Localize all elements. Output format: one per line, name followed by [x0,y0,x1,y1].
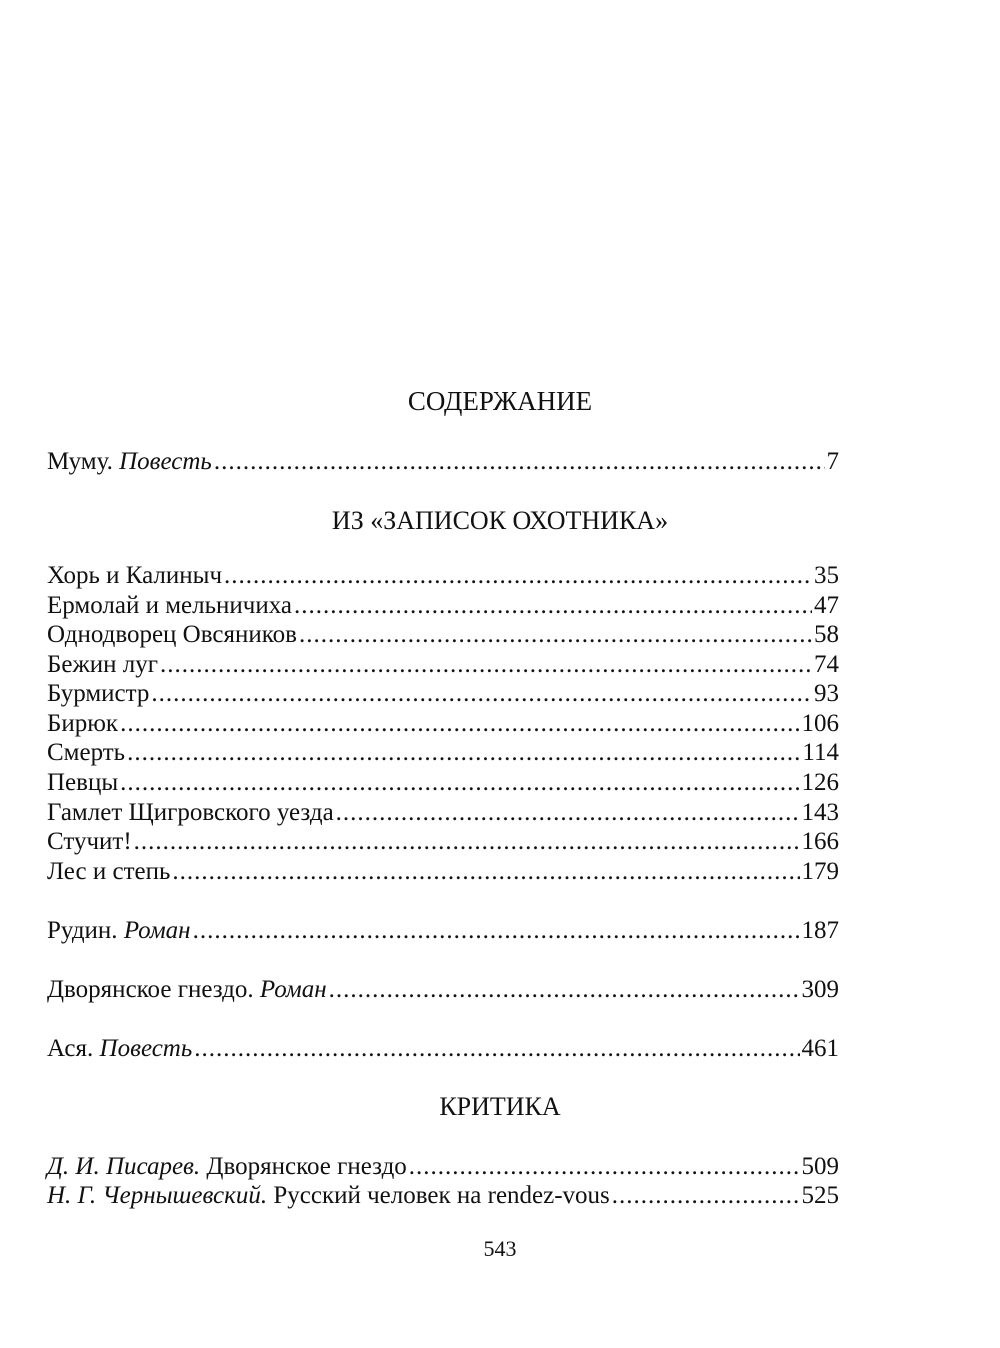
toc-entry [47,650,839,680]
toc-entry-page: 187 [801,917,839,944]
page-number: 543 [483,1236,517,1261]
toc-entry-author: Н. Г. Чернышевский. [47,1182,268,1209]
dot-leader [329,975,800,1005]
toc-entry-chernyshevsky [47,1181,839,1211]
dot-leader [120,768,799,798]
toc-entry [47,827,839,857]
section-heading-criticism: КРИТИКА [439,1092,561,1121]
dot-leader [299,620,812,650]
toc-entry [47,768,839,798]
toc-entry-title: Бирюк [47,710,119,737]
toc-entry-page: 93 [814,680,839,707]
toc-entry-title: Д. И. Писарев. Дворянское гнездо [47,1153,407,1180]
dot-leader [214,447,825,477]
toc-entry-genre: Роман [123,917,191,944]
toc-entry-genre: Повесть [99,1035,193,1062]
dot-leader [193,916,800,946]
dot-leader [612,1181,800,1211]
toc-entry-nest [47,975,839,1005]
toc-entry-page: 126 [801,769,839,796]
toc-entry-pisarev [47,1152,839,1182]
dot-leader [160,650,812,680]
toc-entry-title: Ермолай и мельничиха [47,592,292,619]
toc-entry-title: Однодворец Овсяников [47,621,297,648]
toc-entry-page: 179 [801,858,839,885]
dot-leader [294,591,812,621]
dot-leader [151,679,812,709]
toc-entry [47,709,839,739]
toc-entry-page: 35 [814,562,839,589]
toc-entry-page: 461 [801,1035,839,1062]
toc-entry [47,561,839,591]
dot-leader [127,738,800,768]
toc-entry [47,798,839,828]
toc-entry-mumu [47,447,839,477]
toc-entry-author: Д. И. Писарев. [47,1153,201,1180]
toc-entry-asya [47,1034,839,1064]
toc-entry-title: Лес и степь [47,858,171,885]
toc-entry-genre: Роман [259,976,327,1003]
dot-leader [194,1034,799,1064]
toc-entry-title: Стучит! [47,828,132,855]
toc-entry-rudin [47,916,839,946]
toc-entry-page: 525 [801,1182,839,1209]
toc-entry [47,738,839,768]
dot-leader [172,857,799,887]
page-title: СОДЕРЖАНИЕ [407,386,593,416]
toc-entry [47,620,839,650]
toc-entry-title: Бурмистр [47,680,150,707]
toc-entry-page: 7 [826,448,839,475]
toc-entry [47,679,839,709]
toc-entry-title: Муму. Повесть [47,448,212,475]
toc-entry [47,591,839,621]
toc-entry-title: Певцы [47,769,119,796]
toc-entry-page: 106 [801,710,839,737]
dot-leader [336,798,800,828]
toc-entry-title: Смерть [47,739,126,766]
toc-entry-page: 166 [801,828,839,855]
dot-leader [224,561,812,591]
toc-entry-genre: Повесть [119,448,212,475]
dot-leader [134,827,800,857]
toc-entry-title: Н. Г. Чернышевский. Русский человек на rendez-vous [47,1182,610,1209]
toc-entry-title: Хорь и Калиныч [47,562,223,589]
toc-entry-page: 47 [814,592,839,619]
toc-entry [47,857,839,887]
dot-leader [409,1152,800,1182]
toc-entry-title: Ася. Повесть [47,1035,193,1062]
dot-leader [120,709,799,739]
toc-entry-page: 309 [801,976,839,1003]
toc-entry-page: 114 [802,739,839,766]
toc-entry-title: Дворянское гнездо. Роман [47,976,327,1003]
toc-entry-page: 74 [814,651,839,678]
toc-entry-title: Рудин. Роман [47,917,191,944]
toc-entry-page: 509 [801,1153,839,1180]
toc-entry-page: 143 [801,799,839,826]
toc-entry-title: Гамлет Щигровского уезда [47,799,334,826]
toc-entry-page: 58 [814,621,839,648]
toc-entry-title: Бежин луг [47,651,158,678]
section-heading-hunter: ИЗ «ЗАПИСОК ОХОТНИКА» [331,506,669,535]
